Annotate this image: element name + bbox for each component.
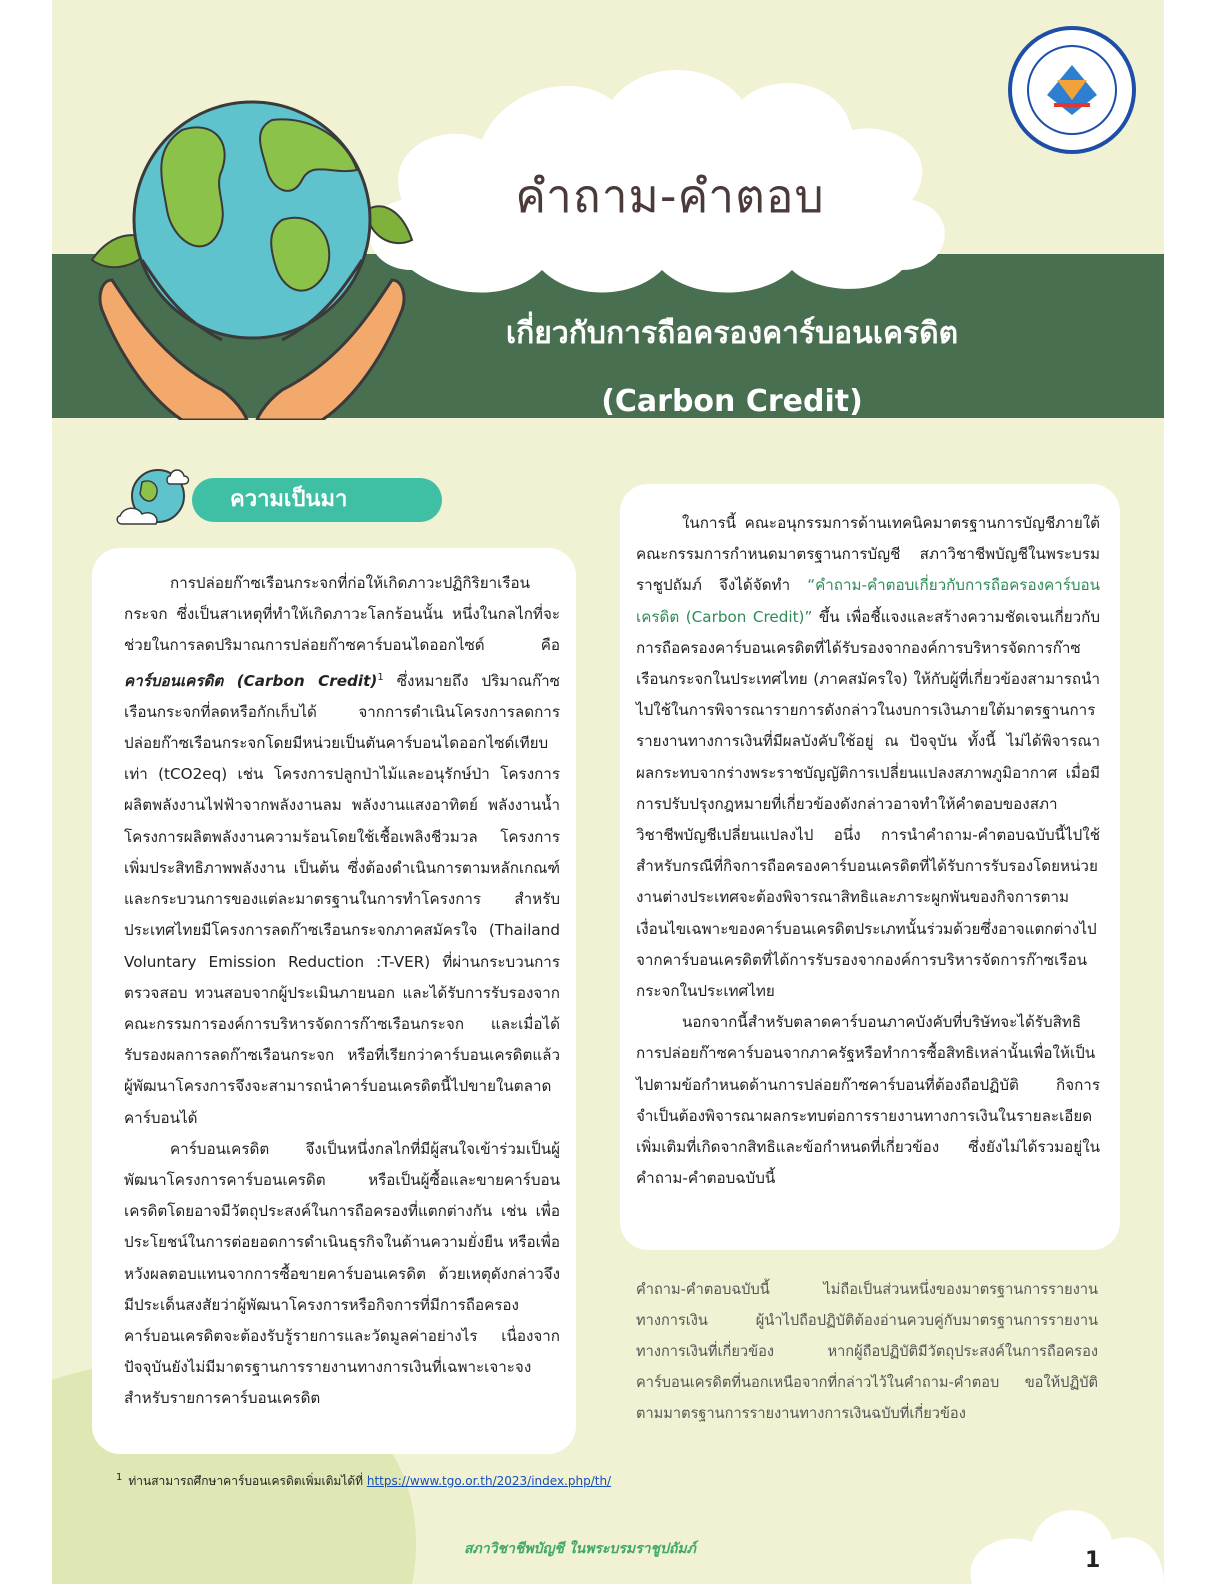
footnote-link[interactable]: https://www.tgo.or.th/2023/index.php/th/	[366, 1474, 612, 1488]
purpose-paragraph-1: ในการนี้ คณะอนุกรรมการด้านเทคนิคมาตรฐานการบัญชีภายใต้คณะกรรมการกำหนดมาตรฐานการบัญชี สภาวิชาชีพบัญชีในพระบรมราชูปถัมภ์ จึงได้จัดทำ “คำถาม-คำตอบเกี่ยวกับการถือครองคาร์บอนเครดิต (Carbon Credit)” ขึ้น เพื่อชี้แจงและสร้างความชัดเจนเกี่ยวกับการถือครองคาร์บอนเครดิตที่ได้รับรองจากองค์การบริหารจัดการก๊าซเรือนกระจกในประเทศไทย (ภาคสมัครใจ) ให้กับผู้ที่เกี่ยวข้องสามารถนำไปใช้ในการพิจารณารายการดังกล่าวในงบการเงินภายใต้มาตรฐานการรายงานทางการเงินที่มีผลบังคับใช้อยู่ ณ ปัจจุบัน ทั้งนี้ ไม่ได้พิจารณาผลกระทบจากร่างพระราชบัญญัติการเปลี่ยนแปลงสภาพภูมิอากาศ เมื่อมีการปรับปรุงกฎหมายที่เกี่ยวข้องดังกล่าวอาจทำให้คำตอบของสภาวิชาชีพบัญชีเปลี่ยนแปลงไป อนึ่ง การนำคำถาม-คำตอบฉบับนี้ไปใช้สำหรับกรณีที่กิจการถือครองคาร์บอนเครดิตที่ได้รับการรับรองโดยหน่วยงานต่างประเทศจะต้องพิจารณาสิทธิและภาระผูกพันของกิจการตามเงื่อนไขเฉพาะของคาร์บอนเครดิตประเภทนั้นร่วมด้วยซึ่งอาจแตกต่างไปจากคาร์บอนเครดิตที่ได้การรับรองจากองค์การบริหารจัดการก๊าซเรือนกระจกในประเทศไทย	[636, 514, 1100, 1001]
footnote	[116, 1472, 611, 1491]
footer-cloud-shape	[932, 1480, 1164, 1584]
footnote-number: 1	[116, 1472, 123, 1483]
disclaimer-note	[620, 1260, 1120, 1432]
page-subtitle	[382, 300, 1082, 436]
small-globe-icon	[110, 458, 200, 538]
purpose-card	[620, 484, 1120, 1250]
purpose-paragraph-2: นอกจากนี้สำหรับตลาดคาร์บอนภาคบังคับที่บริษัทจะได้รับสิทธิการปล่อยก๊าซคาร์บอนจากภาครัฐหรือทำการซื้อสิทธิเหล่านั้นเพื่อให้เป็นไปตามข้อกำหนดด้านการปล่อยก๊าซคาร์บอนที่ต้องถือปฏิบัติ กิจการจำเป็นต้องพิจารณาผลกระทบต่อการรายงานทางการเงินในรายละเอียดเพิ่มเติมที่เกิดจากสิทธิและข้อกำหนดที่เกี่ยวข้อง ซึ่งยังไม่ได้รวมอยู่ในคำถาม-คำตอบฉบับนี้	[636, 1013, 1100, 1188]
section-heading: ความเป็นมา	[192, 478, 442, 522]
document-title-quote: “คำถาม-คำตอบเกี่ยวกับการถือครองคาร์บอนเครดิต (Carbon Credit)”	[636, 576, 1100, 626]
subtitle-line-1: เกี่ยวกับการถือครองคาร์บอนเครดิต	[505, 316, 959, 351]
federation-logo	[1002, 20, 1142, 160]
footnote-text: ท่านสามารถศึกษาคาร์บอนเครดิตเพิ่มเติมได้ที่	[128, 1474, 367, 1488]
disclaimer-text: คำถาม-คำตอบฉบับนี้ ไม่ถือเป็นส่วนหนึ่งของมาตรฐานการรายงานทางการเงิน ผู้นำไปถือปฏิบัติต้องอ่านควบคู่กับมาตรฐานการรายงานทางการเงินที่เกี่ยวข้อง หากผู้ถือปฏิบัติมีวัตถุประสงค์ในการถือครองคาร์บอนเครดิตที่นอกเหนือจากที่กล่าวไว้ในคำถาม-คำตอบ ขอให้ปฏิบัติตามมาตรฐานการรายงานทางการเงินฉบับที่เกี่ยวข้อง	[636, 1281, 1098, 1422]
background-paragraph-1: การปล่อยก๊าซเรือนกระจกที่ก่อให้เกิดภาวะปฏิกิริยาเรือนกระจก ซึ่งเป็นสาเหตุที่ทำให้เกิดภาวะโลกร้อนนั้น หนึ่งในกลไกที่จะช่วยในการลดปริมาณการปล่อยก๊าซคาร์บอนไดออกไซด์ คือ คาร์บอนเครดิต (Carbon Credit)$^1$ ซึ่งหมายถึง ปริมาณก๊าซเรือนกระจกที่ลดหรือกักเก็บได้ จากการดำเนินโครงการลดการปล่อยก๊าซเรือนกระจกโดยมีหน่วยเป็นตันคาร์บอนไดออกไซด์เทียบเท่า (tCO2eq) เช่น โครงการปลูกป่าไม้และอนุรักษ์ป่า โครงการผลิตพลังงานไฟฟ้าจากพลังงานลม พลังงานแสงอาทิตย์ พลังงานน้ำ โครงการผลิตพลังงานความร้อนโดยใช้เชื้อเพลิงชีวมวล โครงการเพิ่มประสิทธิภาพพลังงาน เป็นต้น ซึ่งต้องดำเนินการตามหลักเกณฑ์และกระบวนการของแต่ละมาตรฐานในการทำโครงการ สำหรับประเทศไทยมีโครงการลดก๊าซเรือนกระจกภาคสมัครใจ (Thailand Voluntary Emission Reduction :T-VER) ที่ผ่านกระบวนการตรวจสอบ ทวนสอบจากผู้ประเมินภายนอก และได้รับการรับรองจากคณะกรรมการองค์การบริหารจัดการก๊าซเรือนกระจก และเมื่อได้รับรองผลการลดก๊าซเรือนกระจก หรือที่เรียกว่าคาร์บอนเครดิตแล้ว ผู้พัฒนาโครงการจึงจะสามารถนำคาร์บอนเครดิตนี้ไปขายในตลาดคาร์บอนได้	[124, 574, 560, 1127]
subtitle-line-2: (Carbon Credit)	[601, 384, 863, 419]
page-title: คำถาม-คำตอบ	[515, 169, 825, 223]
background-card	[92, 548, 576, 1454]
globe-in-hands-illustration	[72, 60, 432, 420]
page-number: 1	[1085, 1548, 1101, 1573]
background-paragraph-2: คาร์บอนเครดิต จึงเป็นหนึ่งกลไกที่มีผู้สนใจเข้าร่วมเป็นผู้พัฒนาโครงการคาร์บอนเครดิต หรือเป็นผู้ซื้อและขายคาร์บอนเครดิตโดยอาจมีวัตถุประสงค์ในการถือครองที่แตกต่างกัน เช่น เพื่อประโยชน์ในการต่อยอดการดำเนินธุรกิจในด้านความยั่งยืน หรือเพื่อหวังผลตอบแทนจากการซื้อขายคาร์บอนเครดิต ด้วยเหตุดังกล่าวจึงมีประเด็นสงสัยว่าผู้พัฒนาโครงการหรือกิจการที่มีการถือครองคาร์บอนเครดิตจะต้องรับรู้รายการและวัดมูลค่าอย่างไร เนื่องจากปัจจุบันยังไม่มีมาตรฐานการรายงานทางการเงินที่เฉพาะเจาะจงสำหรับรายการคาร์บอนเครดิต	[124, 1139, 560, 1408]
footer-organization: สภาวิชาชีพบัญชี ในพระบรมราชูปถัมภ์	[464, 1541, 696, 1557]
carbon-credit-term: คาร์บอนเครดิต (Carbon Credit)	[124, 671, 378, 690]
footnote-marker: 1	[377, 671, 384, 683]
page	[52, 0, 1164, 1584]
